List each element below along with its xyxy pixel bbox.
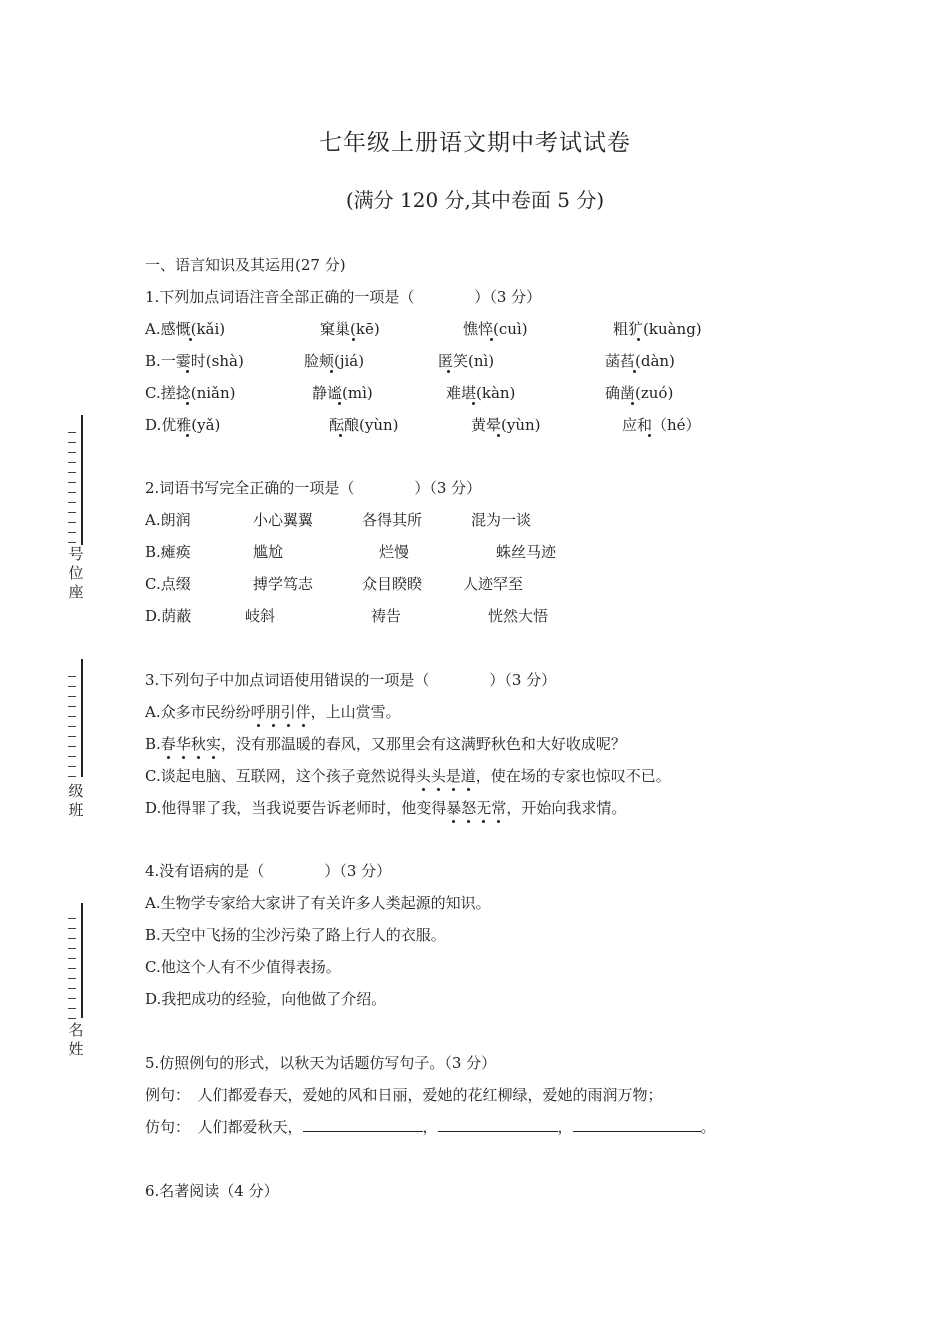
emphasis-dot <box>497 434 500 437</box>
gutter-dash <box>68 706 76 707</box>
q2-option-d-1: D.荫蔽 <box>145 607 192 625</box>
q3-option-d <box>145 798 626 818</box>
q3-option-c-rest: ，使在场的专家也惊叹不已。 <box>475 767 671 785</box>
q2-option-c-1: C.点缀 <box>145 575 191 593</box>
q5-example: 例句： 人们都爱春天，爱她的风和日丽，爱她的花红柳绿，爱她的雨润万物； <box>145 1086 663 1104</box>
class-char-2: 班 <box>68 801 84 819</box>
name-line <box>81 903 83 1018</box>
emphasis-dot <box>352 338 355 341</box>
gutter-dash <box>68 726 76 727</box>
gutter-dash <box>68 482 76 483</box>
gutter-dash <box>68 716 76 717</box>
emphasis-dot <box>339 434 342 437</box>
gutter-dash <box>68 746 76 747</box>
gutter-dash <box>68 736 76 737</box>
seat-number-char-2: 位 <box>68 564 84 582</box>
q3-option-c-marked <box>416 767 476 785</box>
emphasized-char: 头 <box>415 767 431 785</box>
gutter-dash <box>68 502 76 503</box>
q1-option-d-1: D.优雅(yǎ) <box>145 416 221 434</box>
q1-option-c-1: C.搓捻(niǎn) <box>145 384 236 402</box>
answer-blank-3[interactable] <box>573 1117 701 1132</box>
name-char-1: 名 <box>68 1021 84 1039</box>
emphasized-char: 伴 <box>295 703 311 721</box>
q3-option-a-text: A.众多市民纷纷 <box>145 703 251 721</box>
q1-option-a-2: 窠巢(kē) <box>320 320 380 338</box>
gutter-dash <box>68 998 76 999</box>
seat-number-char-1: 号 <box>68 545 84 563</box>
emphasis-dot <box>631 402 634 405</box>
gutter-dash <box>68 452 76 453</box>
q3-option-a <box>145 702 401 722</box>
q3-option-b-marked <box>161 735 221 753</box>
page-title: 七年级上册语文期中考试试卷 <box>319 130 631 156</box>
q3-option-a-marked <box>251 703 311 721</box>
gutter-dash <box>68 512 76 513</box>
q2-option-c-2: 搏学笃志 <box>253 575 314 593</box>
q5-imitation <box>145 1117 716 1137</box>
emphasis-dot <box>189 338 192 341</box>
emphasis-dot <box>338 402 341 405</box>
gutter-dash <box>68 522 76 523</box>
gutter-dash <box>68 766 76 767</box>
emphasis-dot <box>633 370 636 373</box>
q3-option-a-rest: ，上山赏雪。 <box>310 703 401 721</box>
seat-number-line <box>81 415 83 545</box>
q2-option-d-4: 恍然大悟 <box>488 607 549 625</box>
q3-option-c <box>145 766 671 786</box>
name-char-2: 姓 <box>68 1040 84 1058</box>
gutter-dash <box>68 492 76 493</box>
q3-option-b <box>145 734 626 754</box>
q3-option-b-text: B. <box>145 735 161 753</box>
gutter-dash <box>68 696 76 697</box>
gutter-dash <box>68 988 76 989</box>
gutter-dash <box>68 776 76 777</box>
gutter-dash <box>68 1018 76 1019</box>
q1-option-d-4: 应和（hé） <box>622 416 701 434</box>
gutter-dash <box>68 756 76 757</box>
gutter-dash <box>68 432 76 433</box>
emphasized-char: 华 <box>175 735 191 753</box>
class-char-1: 级 <box>68 782 84 800</box>
emphasis-dot <box>186 370 189 373</box>
q3-option-b-rest: ，没有那温暖的春风，又那里会有这满野秋色和大好收成呢？ <box>220 735 626 753</box>
gutter-dash <box>68 1008 76 1009</box>
emphasized-char: 实 <box>205 735 221 753</box>
emphasized-char: 道 <box>460 767 476 785</box>
gutter-dash <box>68 676 76 677</box>
q1-option-c-3: 难堪(kàn) <box>446 384 516 402</box>
q1-option-a-3: 憔悴(cuì) <box>463 320 528 338</box>
gutter-dash <box>68 948 76 949</box>
emphasized-char: 无 <box>476 799 492 817</box>
q1-option-b-1: B.一霎时(shà) <box>145 352 244 370</box>
gutter-dash <box>68 472 76 473</box>
q1-stem: 1.下列加点词语注音全部正确的一项是（ ）（3 分） <box>145 288 542 306</box>
q2-option-a-4: 混为一谈 <box>471 511 532 529</box>
emphasis-dot <box>637 338 640 341</box>
q4-option-c: C.他这个人有不少值得表扬。 <box>145 958 341 976</box>
gutter-dash <box>68 938 76 939</box>
q5-period: 。 <box>700 1118 716 1136</box>
emphasis-dot <box>472 402 475 405</box>
gutter-dash <box>68 462 76 463</box>
emphasized-char: 朋 <box>265 703 281 721</box>
q2-option-a-2: 小心翼翼 <box>253 511 314 529</box>
emphasized-char: 引 <box>280 703 296 721</box>
q1-option-a-1: A.感慨(kǎi) <box>145 320 226 338</box>
emphasized-char: 怒 <box>461 799 477 817</box>
q2-option-d-3: 祷告 <box>371 607 402 625</box>
q2-option-b-3: 烂慢 <box>379 543 410 561</box>
gutter-dash <box>68 958 76 959</box>
emphasis-dot <box>447 370 450 373</box>
answer-blank-1[interactable] <box>303 1117 423 1132</box>
gutter-dash <box>68 542 76 543</box>
q4-option-d: D.我把成功的经验，向他做了介绍。 <box>145 990 387 1008</box>
q1-option-a-4: 粗犷(kuàng) <box>613 320 702 338</box>
seat-number-char-3: 座 <box>68 583 84 601</box>
q1-option-b-2: 脸颊(jiá) <box>304 352 365 370</box>
q5-comma-2: ， <box>557 1118 573 1136</box>
gutter-dash <box>68 686 76 687</box>
q3-option-d-rest: ，开始向我求情。 <box>506 799 627 817</box>
gutter-dash <box>68 532 76 533</box>
emphasized-char: 常 <box>491 799 507 817</box>
q2-option-a-3: 各得其所 <box>362 511 423 529</box>
q6-stem: 6.名著阅读（4 分） <box>145 1182 279 1200</box>
q3-option-d-text: D.他得罪了我，当我说要告诉老师时，他变得 <box>145 799 447 817</box>
emphasis-dot <box>648 434 651 437</box>
q2-stem: 2.词语书写完全正确的一项是（ ）（3 分） <box>145 479 482 497</box>
q5-stem: 5.仿照例句的形式，以秋天为话题仿写句子。（3 分） <box>145 1054 497 1072</box>
emphasized-char: 头 <box>430 767 446 785</box>
emphasized-char: 秋 <box>190 735 206 753</box>
gutter-dash <box>68 928 76 929</box>
q2-option-c-4: 人迹罕至 <box>463 575 524 593</box>
emphasis-dot <box>490 338 493 341</box>
emphasized-char: 春 <box>160 735 176 753</box>
q2-option-b-2: 尴尬 <box>253 543 284 561</box>
q4-option-a: A.生物学专家给大家讲了有关许多人类起源的知识。 <box>145 894 491 912</box>
gutter-dash <box>68 918 76 919</box>
emphasized-char: 呼 <box>250 703 266 721</box>
q4-option-b: B.天空中飞扬的尘沙污染了路上行人的衣服。 <box>145 926 446 944</box>
gutter-dash <box>68 968 76 969</box>
page-subtitle: (满分 120 分,其中卷面 5 分) <box>345 188 605 212</box>
q2-option-c-3: 众目睽睽 <box>362 575 423 593</box>
q3-option-c-text: C.谈起电脑、互联网，这个孩子竟然说得 <box>145 767 416 785</box>
q1-option-b-4: 菡萏(dàn) <box>605 352 675 370</box>
section-heading: 一、语言知识及其运用(27 分) <box>145 256 346 274</box>
emphasized-char: 是 <box>445 767 461 785</box>
emphasized-char: 暴 <box>446 799 462 817</box>
q5-comma-1: ， <box>422 1118 438 1136</box>
q3-stem: 3.下列句子中加点词语使用错误的一项是（ ）（3 分） <box>145 671 557 689</box>
q2-option-b-4: 蛛丝马迹 <box>496 543 557 561</box>
q5-imitation-prefix: 仿句： 人们都爱秋天， <box>145 1118 303 1136</box>
q1-option-b-3: 匿笑(nì) <box>438 352 495 370</box>
q2-option-a-1: A.朗润 <box>145 511 191 529</box>
q2-option-b-1: B.瘫痪 <box>145 543 191 561</box>
gutter-dash <box>68 442 76 443</box>
answer-blank-2[interactable] <box>438 1117 558 1132</box>
q1-option-c-4: 确凿(zuó) <box>605 384 674 402</box>
q1-option-d-2: 酝酿(yùn) <box>329 416 399 434</box>
gutter-dash <box>68 978 76 979</box>
q1-option-d-3: 黄晕(yùn) <box>471 416 541 434</box>
emphasis-dot <box>186 402 189 405</box>
emphasis-dot <box>330 370 333 373</box>
q2-option-d-2: 岐斜 <box>245 607 276 625</box>
emphasis-dot <box>186 434 189 437</box>
q3-option-d-marked <box>446 799 506 817</box>
class-line <box>81 659 83 777</box>
q4-stem: 4.没有语病的是（ ）（3 分） <box>145 862 392 880</box>
q1-option-c-2: 静谧(mì) <box>312 384 373 402</box>
